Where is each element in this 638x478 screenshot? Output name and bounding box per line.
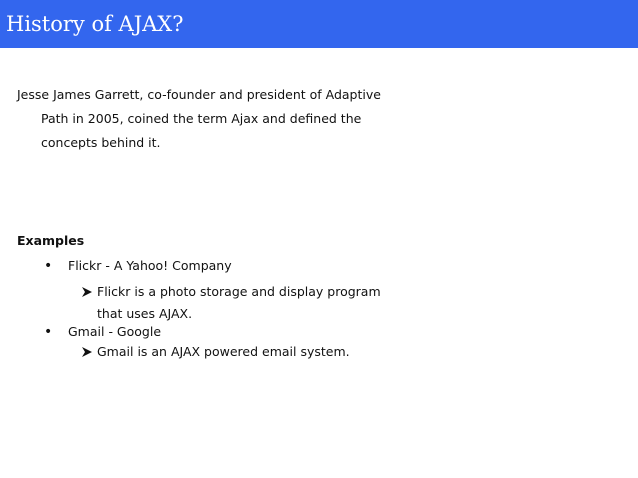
intro-line-2: Path in 2005, coined the term Ajax and defined the — [41, 111, 362, 126]
example-item-gmail: Gmail - Google — [68, 324, 162, 339]
flickr-description-line-1: Flickr is a photo storage and display program — [97, 284, 381, 299]
bullet-dot-icon: • — [44, 258, 53, 274]
arrow-right-icon — [81, 346, 93, 358]
arrow-right-icon — [81, 286, 93, 298]
flickr-description-line-2: that uses AJAX. — [97, 306, 193, 321]
slide-title: History of AJAX? — [6, 12, 184, 36]
intro-line-1: Jesse James Garrett, co-founder and president of Adaptive — [17, 87, 381, 102]
bullet-dot-icon: • — [44, 324, 53, 340]
gmail-description-line-1: Gmail is an AJAX powered email system. — [97, 344, 350, 359]
example-item-flickr: Flickr - A Yahoo! Company — [68, 258, 232, 273]
examples-heading: Examples — [17, 233, 85, 248]
title-bar — [0, 0, 638, 48]
intro-line-3: concepts behind it. — [41, 135, 161, 150]
